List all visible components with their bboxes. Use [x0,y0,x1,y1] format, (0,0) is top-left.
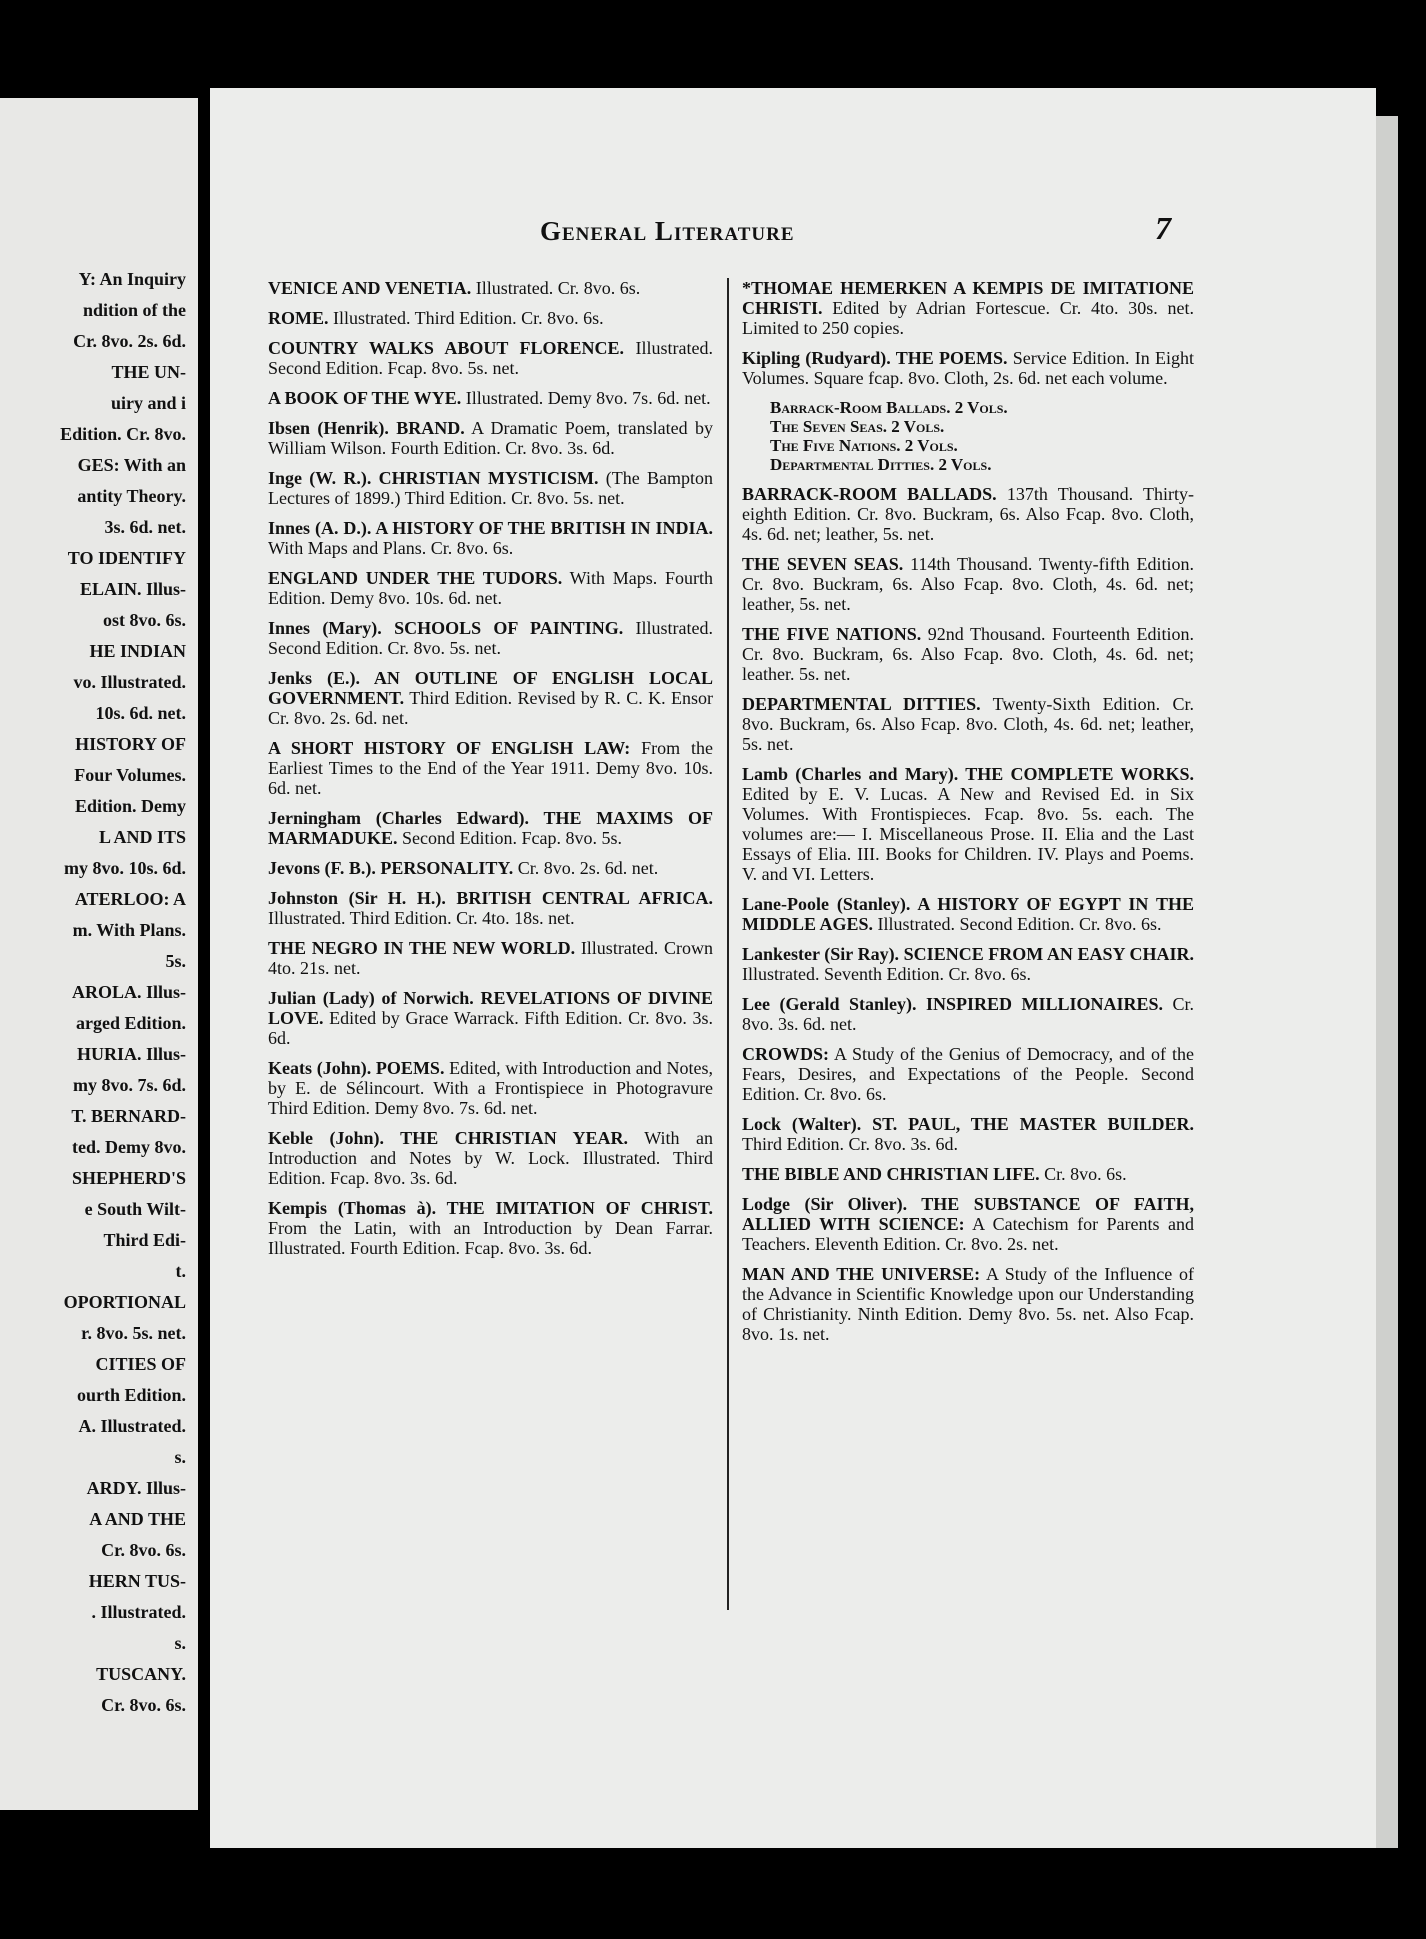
entry-heading: ENGLAND UNDER THE TUDORS. [268,568,563,588]
facing-page-line: HE INDIAN [89,641,186,661]
facing-page-line: SHEPHERD'S [71,1168,186,1188]
facing-page-line: Third Edi- [103,1230,186,1250]
entry-details: Twenty-Sixth Edition. Cr. 8vo. Buckram, 6s. Also Fcap. 8vo. Cloth, 4s. 6d. net; leather, 5s. net. [742,694,1195,754]
facing-page-line: my 8vo. 7s. 6d. [72,1075,186,1095]
facing-page-line: A AND THE [89,1509,186,1529]
facing-page-line: ourth Edition. [76,1385,186,1405]
facing-page-line: my 8vo. 10s. 6d. [63,858,186,878]
facing-page-line: HURIA. Illus- [76,1044,186,1064]
entry-details: Second Edition. Fcap. 8vo. 5s. [397,828,622,848]
entry-heading: Innes (A. D.). A HISTORY OF THE BRITISH IN INDIA. [268,518,713,538]
entry-details: Third Edition. Revised by R. C. K. Ensor Cr. 8vo. 2s. 6d. net. [268,688,713,728]
facing-page-line: CITIES OF [95,1354,186,1374]
catalogue-entry [742,994,1194,1034]
entry-heading: THE NEGRO IN THE NEW WORLD. [268,938,576,958]
facing-page-line: 3s. 6d. net. [104,517,186,537]
entry-details: With Maps and Plans. Cr. 8vo. 6s. [268,538,514,558]
entry-details: A Study of the Genius of Democracy, and of the Fears, Desires, and Expectations of the People. Second Edition. Cr. 8vo. 6s. [742,1044,1194,1104]
facing-page-line: ndition of the [82,300,186,320]
entry-details: Illustrated. Cr. 8vo. 6s. [471,278,641,298]
entry-heading: Julian (Lady) of Norwich. REVELATIONS OF DIVINE LOVE. [268,988,713,1028]
volume-line: Departmental Ditties. 2 Vols. [770,455,992,474]
facing-page-line: s. [174,1447,186,1467]
facing-page-fragment [0,98,198,1810]
entry-details: Edited by E. V. Lucas. A New and Revised Ed. in Six Volumes. With Frontispieces. Fcap. 8vo. 5s. each. The volumes are:— I. Miscellaneous Prose. II. Elia and the Last Essays of Elia. III. Books for Children. IV. Plays and Poems. V. and VI. Letters. [742,784,1194,884]
catalogue-entry [268,388,713,408]
left-column [268,278,713,1268]
entry-details: Illustrated. Demy 8vo. 7s. 6d. net. [461,388,711,408]
catalogue-entry [268,1128,713,1188]
entry-details: Edited by Adrian Fortescue. Cr. 4to. 30s. net. Limited to 250 copies. [742,298,1194,338]
catalogue-entry [268,568,713,608]
facing-page-line: ARDY. Illus- [86,1478,186,1498]
facing-page-line: Edition. Demy [74,796,186,816]
entry-details: Illustrated. Third Edition. Cr. 8vo. 6s. [328,308,604,328]
entry-heading: *THOMAE HEMERKEN A KEMPIS DE IMITATIONE CHRISTI. [742,278,1194,318]
entry-details: Edited by Grace Warrack. Fifth Edition. Cr. 8vo. 3s. 6d. [268,1008,713,1048]
facing-page-line: ATERLOO: A [74,889,186,909]
facing-page-line: vo. Illustrated. [73,672,186,692]
entry-details: A Dramatic Poem, translated by William Wilson. Fourth Edition. Cr. 8vo. 3s. 6d. [268,418,714,458]
facing-page-line: ost 8vo. 6s. [102,610,186,630]
entry-heading: Keble (John). THE CHRISTIAN YEAR. [268,1128,629,1148]
facing-page-line: arged Edition. [75,1013,186,1033]
entry-heading: Johnston (Sir H. H.). BRITISH CENTRAL AFRICA. [268,888,713,908]
facing-page-line: THE UN- [111,362,186,382]
book-page [210,88,1376,1848]
facing-page-line: t. [175,1261,186,1281]
facing-page-line: A. Illustrated. [78,1416,186,1436]
entry-heading: Inge (W. R.). CHRISTIAN MYSTICISM. [268,468,599,488]
facing-page-line: HISTORY OF [75,734,186,754]
catalogue-entry [742,398,1194,474]
entry-details: Illustrated. Second Edition. Cr. 8vo. 5s. net. [268,618,713,658]
facing-page-line: uiry and i [110,393,186,413]
catalogue-entry [268,618,713,658]
entry-heading: Keats (John). POEMS. [268,1058,445,1078]
catalogue-entry [268,808,713,848]
entry-details: Cr. 8vo. 2s. 6d. net. [513,858,659,878]
catalogue-entry [268,988,713,1048]
catalogue-entry [268,858,713,878]
facing-page-line: 5s. [165,951,186,971]
entry-details: Illustrated. Second Edition. Fcap. 8vo. 5s. net. [268,338,713,378]
entry-heading: Lane-Poole (Stanley). A HISTORY OF EGYPT IN THE MIDDLE AGES. [742,894,1194,934]
entry-details: With Maps. Fourth Edition. Demy 8vo. 10s. 6d. net. [268,568,713,608]
catalogue-entry [742,894,1194,934]
entry-details: (The Bampton Lectures of 1899.) Third Edition. Cr. 8vo. 5s. net. [268,468,713,508]
facing-page-line: r. 8vo. 5s. net. [81,1323,186,1343]
catalogue-entry [742,944,1194,984]
facing-page-line: Edition. Cr. 8vo. [60,424,186,444]
entry-heading: Lodge (Sir Oliver). THE SUBSTANCE OF FAITH, ALLIED WITH SCIENCE: [742,1194,1194,1234]
entry-heading: Lock (Walter). ST. PAUL, THE MASTER BUILDER. [742,1114,1194,1134]
facing-page-line: OPORTIONAL [63,1292,186,1312]
entry-heading: MAN AND THE UNIVERSE: [742,1264,981,1284]
entry-heading: Kipling (Rudyard). THE POEMS. [742,348,1008,368]
entry-details: A Study of the Influence of the Advance in Scientific Knowledge upon our Understanding of Christianity. Ninth Edition. Demy 8vo. 5s. net. Also Fcap. 8vo. 1s. net. [742,1264,1194,1344]
facing-page-line: L AND ITS [98,827,186,847]
volume-line: The Five Nations. 2 Vols. [770,436,958,455]
facing-page-line: AROLA. Illus- [71,982,186,1002]
entry-details: 137th Thousand. Thirty-eighth Edition. Cr. 8vo. Buckram, 6s. Also Fcap. 8vo. Cloth, 4s. 6d. net; leather, 5s. net. [742,484,1195,544]
facing-page-line: ELAIN. Illus- [79,579,186,599]
entry-heading: BARRACK-ROOM BALLADS. [742,484,997,504]
entry-heading: A BOOK OF THE WYE. [268,388,462,408]
entry-details: Illustrated. Second Edition. Cr. 8vo. 6s. [873,914,1162,934]
catalogue-entry [742,1194,1194,1254]
catalogue-entry [742,1114,1194,1154]
entry-heading: Kempis (Thomas à). THE IMITATION OF CHRIST. [268,1198,713,1218]
running-header [210,210,1376,256]
catalogue-entry [268,278,713,298]
entry-heading: ROME. [268,308,329,328]
catalogue-entry [268,888,713,928]
facing-page-line: m. With Plans. [72,920,186,940]
facing-page-line: GES: With an [77,455,186,475]
entry-heading: Lankester (Sir Ray). SCIENCE FROM AN EASY CHAIR. [742,944,1194,964]
facing-page-line: antity Theory. [77,486,186,506]
catalogue-entry [268,738,713,798]
entry-heading: Lamb (Charles and Mary). THE COMPLETE WORKS. [742,764,1194,784]
entry-details: Illustrated. Seventh Edition. Cr. 8vo. 6s. [742,964,1031,984]
catalogue-entry [268,418,713,458]
entry-heading: Jevons (F. B.). PERSONALITY. [268,858,514,878]
volume-line: Barrack-Room Ballads. 2 Vols. [770,398,1008,417]
facing-page-line: Cr. 8vo. 6s. [101,1695,186,1715]
catalogue-entry [268,938,713,978]
facing-page-line: TUSCANY. [96,1664,186,1684]
catalogue-entry [268,1198,713,1258]
catalogue-entry [268,668,713,728]
facing-page-line: Y: An Inquiry [78,269,186,289]
entry-details: A Catechism for Parents and Teachers. Eleventh Edition. Cr. 8vo. 2s. net. [742,1214,1194,1254]
catalogue-entry [742,764,1194,884]
facing-page-line: T. BERNARD- [71,1106,186,1126]
catalogue-entry [742,554,1194,614]
entry-heading: DEPARTMENTAL DITTIES. [742,694,981,714]
right-column [742,278,1194,1354]
entry-heading: Jerningham (Charles Edward). THE MAXIMS OF MARMADUKE. [268,808,713,848]
entry-heading: CROWDS: [742,1044,830,1064]
entry-details: Illustrated. Third Edition. Cr. 4to. 18s. net. [268,908,575,928]
entry-heading: A SHORT HISTORY OF ENGLISH LAW: [268,738,631,758]
entry-heading: Jenks (E.). AN OUTLINE OF ENGLISH LOCAL GOVERNMENT. [268,668,713,708]
page-title: General Literature [540,216,795,246]
facing-page-line: Cr. 8vo. 2s. 6d. [73,331,186,351]
entry-details: Cr. 8vo. 6s. [1039,1164,1127,1184]
facing-page-line: s. [174,1633,186,1653]
catalogue-entry [742,1264,1194,1344]
facing-page-line: . Illustrated. [91,1602,186,1622]
entry-details: Service Edition. In Eight Volumes. Square fcap. 8vo. Cloth, 2s. 6d. net each volume. [742,348,1194,388]
catalogue-entry [742,624,1194,684]
entry-details: From the Earliest Times to the End of the Year 1911. Demy 8vo. 10s. 6d. net. [268,738,714,798]
catalogue-entry [268,308,713,328]
column-divider [727,278,729,1610]
entry-heading: COUNTRY WALKS ABOUT FLORENCE. [268,338,625,358]
facing-page-line: Four Volumes. [74,765,186,785]
entry-details: 114th Thousand. Twenty-fifth Edition. Cr. 8vo. Buckram, 6s. Also Fcap. 8vo. Cloth, 4s. 6d. net; leather, 5s. net. [742,554,1194,614]
facing-page-line: Cr. 8vo. 6s. [101,1540,186,1560]
catalogue-entry [742,694,1194,754]
entry-details: 92nd Thousand. Fourteenth Edition. Cr. 8vo. Buckram, 6s. Also Fcap. 8vo. Cloth, 4s. 6d. net; leather. 5s. net. [742,624,1194,684]
entry-details: Cr. 8vo. 3s. 6d. net. [742,994,1194,1034]
catalogue-entry [268,338,713,378]
entry-heading: THE SEVEN SEAS. [742,554,904,574]
catalogue-entry [268,518,713,558]
entry-heading: Ibsen (Henrik). BRAND. [268,418,465,438]
catalogue-entry [742,348,1194,388]
catalogue-entry [742,278,1194,338]
entry-heading: Innes (Mary). SCHOOLS OF PAINTING. [268,618,624,638]
entry-details: Illustrated. Crown 4to. 21s. net. [268,938,713,978]
entry-heading: Lee (Gerald Stanley). INSPIRED MILLIONAIRES. [742,994,1163,1014]
catalogue-entry [742,484,1194,544]
catalogue-entry [268,468,713,508]
page-number: 7 [1155,210,1171,246]
entry-heading: THE FIVE NATIONS. [742,624,922,644]
facing-page-line: HERN TUS- [88,1571,186,1591]
catalogue-entry [742,1044,1194,1104]
entry-details: Third Edition. Cr. 8vo. 3s. 6d. [742,1134,958,1154]
catalogue-entry [268,1058,713,1118]
catalogue-entry [742,1164,1194,1184]
facing-page-line: 10s. 6d. net. [95,703,186,723]
entry-details: From the Latin, with an Introduction by Dean Farrar. Illustrated. Fourth Edition. Fcap. 8vo. 3s. 6d. [268,1218,713,1258]
entry-heading: THE BIBLE AND CHRISTIAN LIFE. [742,1164,1040,1184]
entry-heading: VENICE AND VENETIA. [268,278,472,298]
entry-details: Edited, with Introduction and Notes, by E. de Sélincourt. With a Frontispiece in Photogravure Third Edition. Demy 8vo. 7s. 6d. net. [268,1058,713,1118]
volume-line: The Seven Seas. 2 Vols. [770,417,945,436]
facing-page-line: ted. Demy 8vo. [72,1137,186,1157]
entry-details: With an Introduction and Notes by W. Lock. Illustrated. Third Edition. Fcap. 8vo. 3s. 6d. [268,1128,714,1188]
facing-page-line: TO IDENTIFY [67,548,186,568]
facing-page-line: e South Wilt- [84,1199,186,1219]
